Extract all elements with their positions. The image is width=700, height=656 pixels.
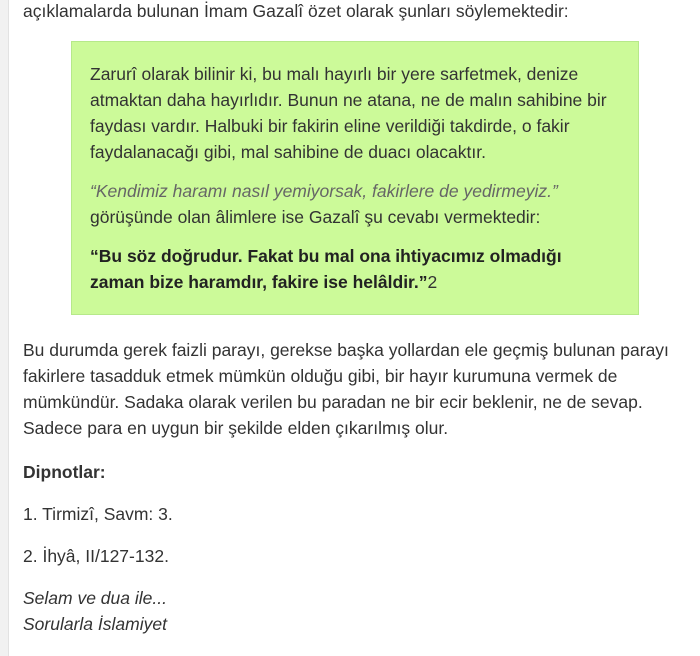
quote-answer-bold: “Bu söz doğrudur. Fakat bu mal ona ihtiyacımız olmadığı zaman bize haramdır, fakire ise helâldir.”: [90, 246, 562, 292]
quote-box: [71, 41, 639, 315]
signoff-greeting: Selam ve dua ile...: [23, 588, 167, 608]
footnote-item-2: 2. İhyâ, II/127-132.: [23, 546, 169, 566]
footnote-reference[interactable]: 2: [427, 272, 438, 292]
signoff: [23, 585, 683, 637]
article-content: [23, 0, 683, 637]
body-paragraph: Bu durumda gerek faizli parayı, gerekse başka yollardan ele geçmiş bulunan parayı fakirlere tasadduk etmek mümkün olduğu gibi, bir hayır kurumuna vermek de mümkündür. Sadaka olarak verilen bu paradan ne bir ecir beklenir, ne de sevap. Sadece para en uygun bir şekilde elden çıkarılmış olur.: [23, 340, 669, 438]
quote-paragraph: Zarurî olarak bilinir ki, bu malı hayırlı bir yere sarfetmek, denize atmaktan daha hayırlıdır. Bunun ne atana, ne de malın sahibine bir faydası vardır. Halbuki bir fakirin eline verildiği takdirde, o fakir faydalanacağı gibi, mal sahibine de duacı olacaktır.: [90, 64, 607, 162]
left-border: [0, 0, 9, 656]
quoted-opinion-italic: “Kendimiz haramı nasıl yemiyorsak, fakirlere de yedirmeyiz.”: [90, 181, 558, 201]
footnotes-title: Dipnotlar:: [23, 462, 106, 482]
quote-opinion: [90, 178, 618, 230]
footnote-item-1: 1. Tirmizî, Savm: 3.: [23, 504, 173, 524]
signoff-source: Sorularla İslamiyet: [23, 614, 167, 634]
quote-opinion-rest: görüşünde olan âlimlere ise Gazalî şu cevabı vermektedir:: [90, 207, 541, 227]
quote-answer: [90, 243, 618, 295]
intro-text: açıklamalarda bulunan İmam Gazalî özet olarak şunları söylemektedir:: [23, 1, 569, 21]
